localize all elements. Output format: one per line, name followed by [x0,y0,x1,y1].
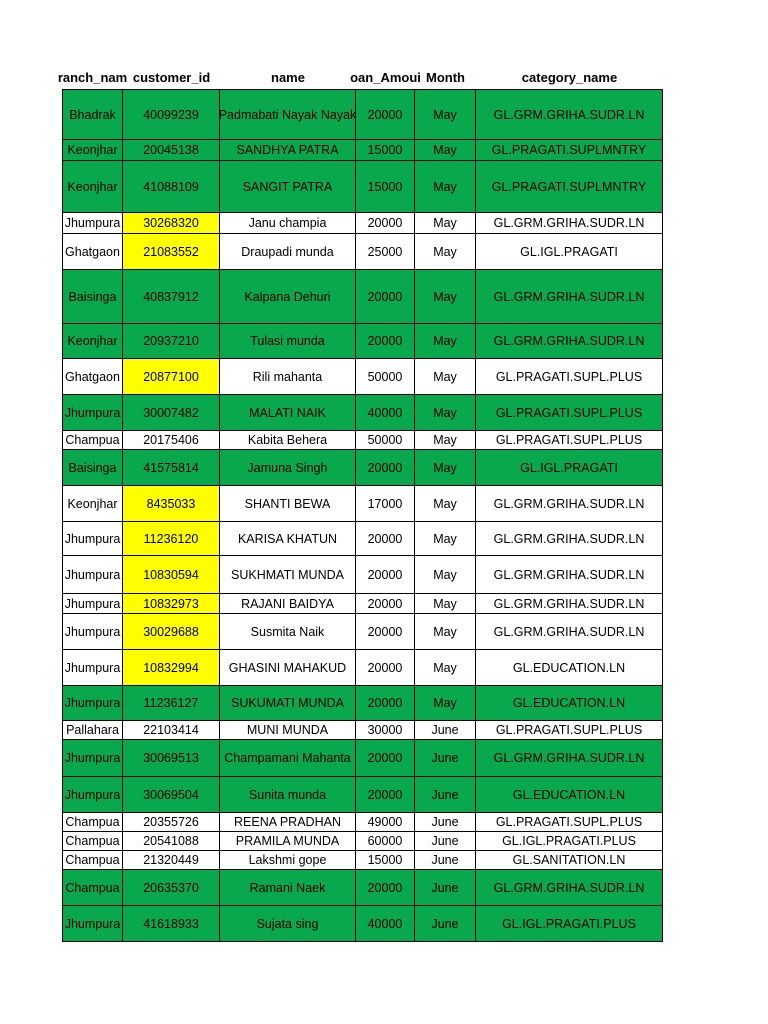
table-row [62,161,663,213]
month-cell[interactable]: May [415,270,476,324]
loan-amount-cell[interactable]: 20000 [356,270,415,324]
branch-cell[interactable]: Pallahara [62,721,123,740]
month-cell[interactable]: June [415,740,476,777]
table-row [62,851,663,870]
customer-id-cell[interactable]: 41575814 [123,450,220,486]
table-row [62,813,663,832]
branch-cell[interactable]: Baisinga [62,450,123,486]
branch-cell[interactable]: Jhumpura [62,522,123,556]
name-cell[interactable]: SANDHYA PATRA [220,140,356,161]
loan-amount-cell[interactable]: 30000 [356,721,415,740]
name-cell[interactable]: Janu champia [220,213,356,234]
customer-id-cell[interactable]: 30029688 [123,614,220,650]
header-loan-amount: oan_Amoui [350,69,421,85]
branch-cell[interactable]: Jhumpura [62,686,123,721]
customer-id-cell[interactable]: 11236127 [123,686,220,721]
month-cell[interactable]: May [415,431,476,450]
branch-cell[interactable]: Keonjhar [62,161,123,213]
customer-id-cell[interactable]: 20877100 [123,359,220,395]
name-cell[interactable]: RAJANI BAIDYA [220,594,356,614]
customer-id-cell[interactable]: 40099239 [123,89,220,140]
loan-amount-cell[interactable]: 20000 [356,594,415,614]
branch-cell[interactable]: Jhumpura [62,213,123,234]
category-cell[interactable]: GL.PRAGATI.SUPLMNTRY [476,161,663,213]
month-cell[interactable]: May [415,324,476,359]
category-cell[interactable]: GL.IGL.PRAGATI.PLUS [476,832,663,851]
customer-id-cell[interactable]: 11236120 [123,522,220,556]
month-cell[interactable]: May [415,556,476,594]
table-row [62,140,663,161]
name-cell[interactable]: Kabita Behera [220,431,356,450]
customer-id-cell[interactable]: 30268320 [123,213,220,234]
branch-cell[interactable]: Champua [62,832,123,851]
category-cell[interactable]: GL.PRAGATI.SUPL.PLUS [476,721,663,740]
customer-id-cell[interactable]: 21320449 [123,851,220,870]
loan-amount-cell[interactable]: 17000 [356,486,415,522]
category-cell[interactable]: GL.EDUCATION.LN [476,686,663,721]
header-branch-name: ranch_nam [57,69,128,85]
loan-amount-cell[interactable]: 40000 [356,906,415,942]
category-cell[interactable]: GL.PRAGATI.SUPL.PLUS [476,431,663,450]
name-cell[interactable]: SUKUMATI MUNDA [220,686,356,721]
branch-cell[interactable]: Keonjhar [62,140,123,161]
customer-id-cell[interactable]: 21083552 [123,234,220,270]
branch-cell[interactable]: Jhumpura [62,614,123,650]
table-row [62,686,663,721]
branch-cell[interactable]: Bhadrak [62,89,123,140]
category-cell[interactable]: GL.GRM.GRIHA.SUDR.LN [476,213,663,234]
loan-amount-cell[interactable]: 20000 [356,324,415,359]
name-cell[interactable]: KARISA KHATUN [220,522,356,556]
customer-id-cell[interactable]: 20045138 [123,140,220,161]
name-cell[interactable]: Draupadi munda [220,234,356,270]
branch-cell[interactable]: Champua [62,851,123,870]
loan-amount-cell[interactable]: 60000 [356,832,415,851]
table-row [62,650,663,686]
name-cell[interactable]: SHANTI BEWA [220,486,356,522]
loan-amount-cell[interactable]: 15000 [356,851,415,870]
loan-amount-cell[interactable]: 20000 [356,213,415,234]
name-cell[interactable]: Lakshmi gope [220,851,356,870]
category-cell[interactable]: GL.GRM.GRIHA.SUDR.LN [476,614,663,650]
category-cell[interactable]: GL.PRAGATI.SUPLMNTRY [476,140,663,161]
customer-id-cell[interactable]: 41088109 [123,161,220,213]
table-row [62,89,663,140]
loan-amount-cell[interactable]: 20000 [356,450,415,486]
loan-amount-cell[interactable]: 20000 [356,556,415,594]
category-cell[interactable]: GL.GRM.GRIHA.SUDR.LN [476,740,663,777]
name-cell[interactable]: Jamuna Singh [220,450,356,486]
month-cell[interactable]: May [415,89,476,140]
loan-amount-cell[interactable]: 15000 [356,140,415,161]
month-cell[interactable]: May [415,486,476,522]
table-row [62,450,663,486]
customer-id-cell[interactable]: 8435033 [123,486,220,522]
customer-id-cell[interactable]: 30007482 [123,395,220,431]
loan-amount-cell[interactable]: 20000 [356,870,415,906]
loan-amount-cell[interactable]: 15000 [356,161,415,213]
name-cell[interactable]: MALATI NAIK [220,395,356,431]
branch-cell[interactable]: Jhumpura [62,594,123,614]
category-cell[interactable]: GL.GRM.GRIHA.SUDR.LN [476,324,663,359]
table-row [62,906,663,942]
category-cell[interactable]: GL.PRAGATI.SUPL.PLUS [476,813,663,832]
branch-cell[interactable]: Baisinga [62,270,123,324]
month-cell[interactable]: June [415,721,476,740]
table-row [62,486,663,522]
branch-cell[interactable]: Keonjhar [62,324,123,359]
category-cell[interactable]: GL.SANITATION.LN [476,851,663,870]
category-cell[interactable]: GL.PRAGATI.SUPL.PLUS [476,359,663,395]
branch-cell[interactable]: Jhumpura [62,740,123,777]
name-cell[interactable]: SANGIT PATRA [220,161,356,213]
category-cell[interactable]: GL.IGL.PRAGATI [476,450,663,486]
month-cell[interactable]: May [415,594,476,614]
table-row [62,556,663,594]
customer-id-cell[interactable]: 10832973 [123,594,220,614]
customer-id-cell[interactable]: 20635370 [123,870,220,906]
month-cell[interactable]: May [415,650,476,686]
month-cell[interactable]: May [415,614,476,650]
month-cell[interactable]: May [415,234,476,270]
loan-amount-cell[interactable]: 50000 [356,359,415,395]
category-cell[interactable]: GL.IGL.PRAGATI [476,234,663,270]
name-cell[interactable]: Ramani Naek [220,870,356,906]
category-cell[interactable]: GL.GRM.GRIHA.SUDR.LN [476,270,663,324]
table-row [62,740,663,777]
name-cell[interactable]: PRAMILA MUNDA [220,832,356,851]
customer-id-cell[interactable]: 20541088 [123,832,220,851]
table-row [62,721,663,740]
category-cell[interactable]: GL.GRM.GRIHA.SUDR.LN [476,556,663,594]
table-row [62,522,663,556]
branch-cell[interactable]: Keonjhar [62,486,123,522]
month-cell[interactable]: June [415,832,476,851]
loan-amount-cell[interactable]: 49000 [356,813,415,832]
table-row [62,777,663,813]
customer-id-cell[interactable]: 41618933 [123,906,220,942]
name-cell[interactable]: Tulasi munda [220,324,356,359]
loan-amount-cell[interactable]: 20000 [356,89,415,140]
month-cell[interactable]: May [415,450,476,486]
month-cell[interactable]: June [415,813,476,832]
table-row [62,234,663,270]
customer-id-cell[interactable]: 20175406 [123,431,220,450]
table-row [62,614,663,650]
customer-id-cell[interactable]: 30069504 [123,777,220,813]
branch-cell[interactable]: Champua [62,870,123,906]
category-cell[interactable]: GL.EDUCATION.LN [476,777,663,813]
table-row [62,213,663,234]
name-cell[interactable]: Rili mahanta [220,359,356,395]
branch-cell[interactable]: Jhumpura [62,556,123,594]
category-cell[interactable]: GL.PRAGATI.SUPL.PLUS [476,395,663,431]
month-cell[interactable]: June [415,777,476,813]
loan-amount-cell[interactable]: 20000 [356,650,415,686]
category-cell[interactable]: GL.GRM.GRIHA.SUDR.LN [476,486,663,522]
loan-amount-cell[interactable]: 20000 [356,777,415,813]
loan-amount-cell[interactable]: 50000 [356,431,415,450]
table-row [62,594,663,614]
table-row [62,431,663,450]
customer-id-cell[interactable]: 30069513 [123,740,220,777]
customer-id-cell[interactable]: 10830594 [123,556,220,594]
table-row [62,359,663,395]
header-month: Month [426,69,465,85]
branch-cell[interactable]: Jhumpura [62,395,123,431]
table-row [62,870,663,906]
table-row [62,270,663,324]
category-cell[interactable]: GL.GRM.GRIHA.SUDR.LN [476,89,663,140]
customer-id-cell[interactable]: 40837912 [123,270,220,324]
month-cell[interactable]: May [415,140,476,161]
month-cell[interactable]: May [415,395,476,431]
header-name: name [271,69,305,85]
month-cell[interactable]: May [415,686,476,721]
customer-id-cell[interactable]: 20355726 [123,813,220,832]
month-cell[interactable]: May [415,213,476,234]
month-cell[interactable]: June [415,851,476,870]
name-cell[interactable]: Susmita Naik [220,614,356,650]
customer-id-cell[interactable]: 22103414 [123,721,220,740]
customer-id-cell[interactable]: 10832994 [123,650,220,686]
name-cell[interactable]: SUKHMATI MUNDA [220,556,356,594]
table-row [62,832,663,851]
branch-cell[interactable]: Ghatgaon [62,234,123,270]
loan-amount-cell[interactable]: 20000 [356,522,415,556]
month-cell[interactable]: May [415,359,476,395]
header-category-name: category_name [521,69,618,85]
category-cell[interactable]: GL.GRM.GRIHA.SUDR.LN [476,522,663,556]
name-cell[interactable]: Champamani Mahanta [220,740,356,777]
loan-amount-cell[interactable]: 20000 [356,686,415,721]
month-cell[interactable]: May [415,161,476,213]
name-cell[interactable]: Sujata sing [220,906,356,942]
header-customer-id: customer_id [132,69,211,85]
name-cell[interactable]: REENA PRADHAN [220,813,356,832]
name-cell[interactable]: Padmabati Nayak Nayak [220,89,356,140]
branch-cell[interactable]: Jhumpura [62,906,123,942]
loan-amount-cell[interactable]: 20000 [356,740,415,777]
customer-id-cell[interactable]: 20937210 [123,324,220,359]
name-cell[interactable]: Kalpana Dehuri [220,270,356,324]
name-cell[interactable]: GHASINI MAHAKUD [220,650,356,686]
category-cell[interactable]: GL.GRM.GRIHA.SUDR.LN [476,594,663,614]
loan-amount-cell[interactable]: 25000 [356,234,415,270]
branch-cell[interactable]: Jhumpura [62,650,123,686]
month-cell[interactable]: June [415,870,476,906]
category-cell[interactable]: GL.GRM.GRIHA.SUDR.LN [476,870,663,906]
branch-cell[interactable]: Ghatgaon [62,359,123,395]
branch-cell[interactable]: Champua [62,813,123,832]
table-row [62,324,663,359]
month-cell[interactable]: June [415,906,476,942]
category-cell[interactable]: GL.IGL.PRAGATI.PLUS [476,906,663,942]
category-cell[interactable]: GL.EDUCATION.LN [476,650,663,686]
table-row [62,395,663,431]
month-cell[interactable]: May [415,522,476,556]
loan-amount-cell[interactable]: 40000 [356,395,415,431]
branch-cell[interactable]: Champua [62,431,123,450]
name-cell[interactable]: MUNI MUNDA [220,721,356,740]
branch-cell[interactable]: Jhumpura [62,777,123,813]
loan-amount-cell[interactable]: 20000 [356,614,415,650]
name-cell[interactable]: Sunita munda [220,777,356,813]
